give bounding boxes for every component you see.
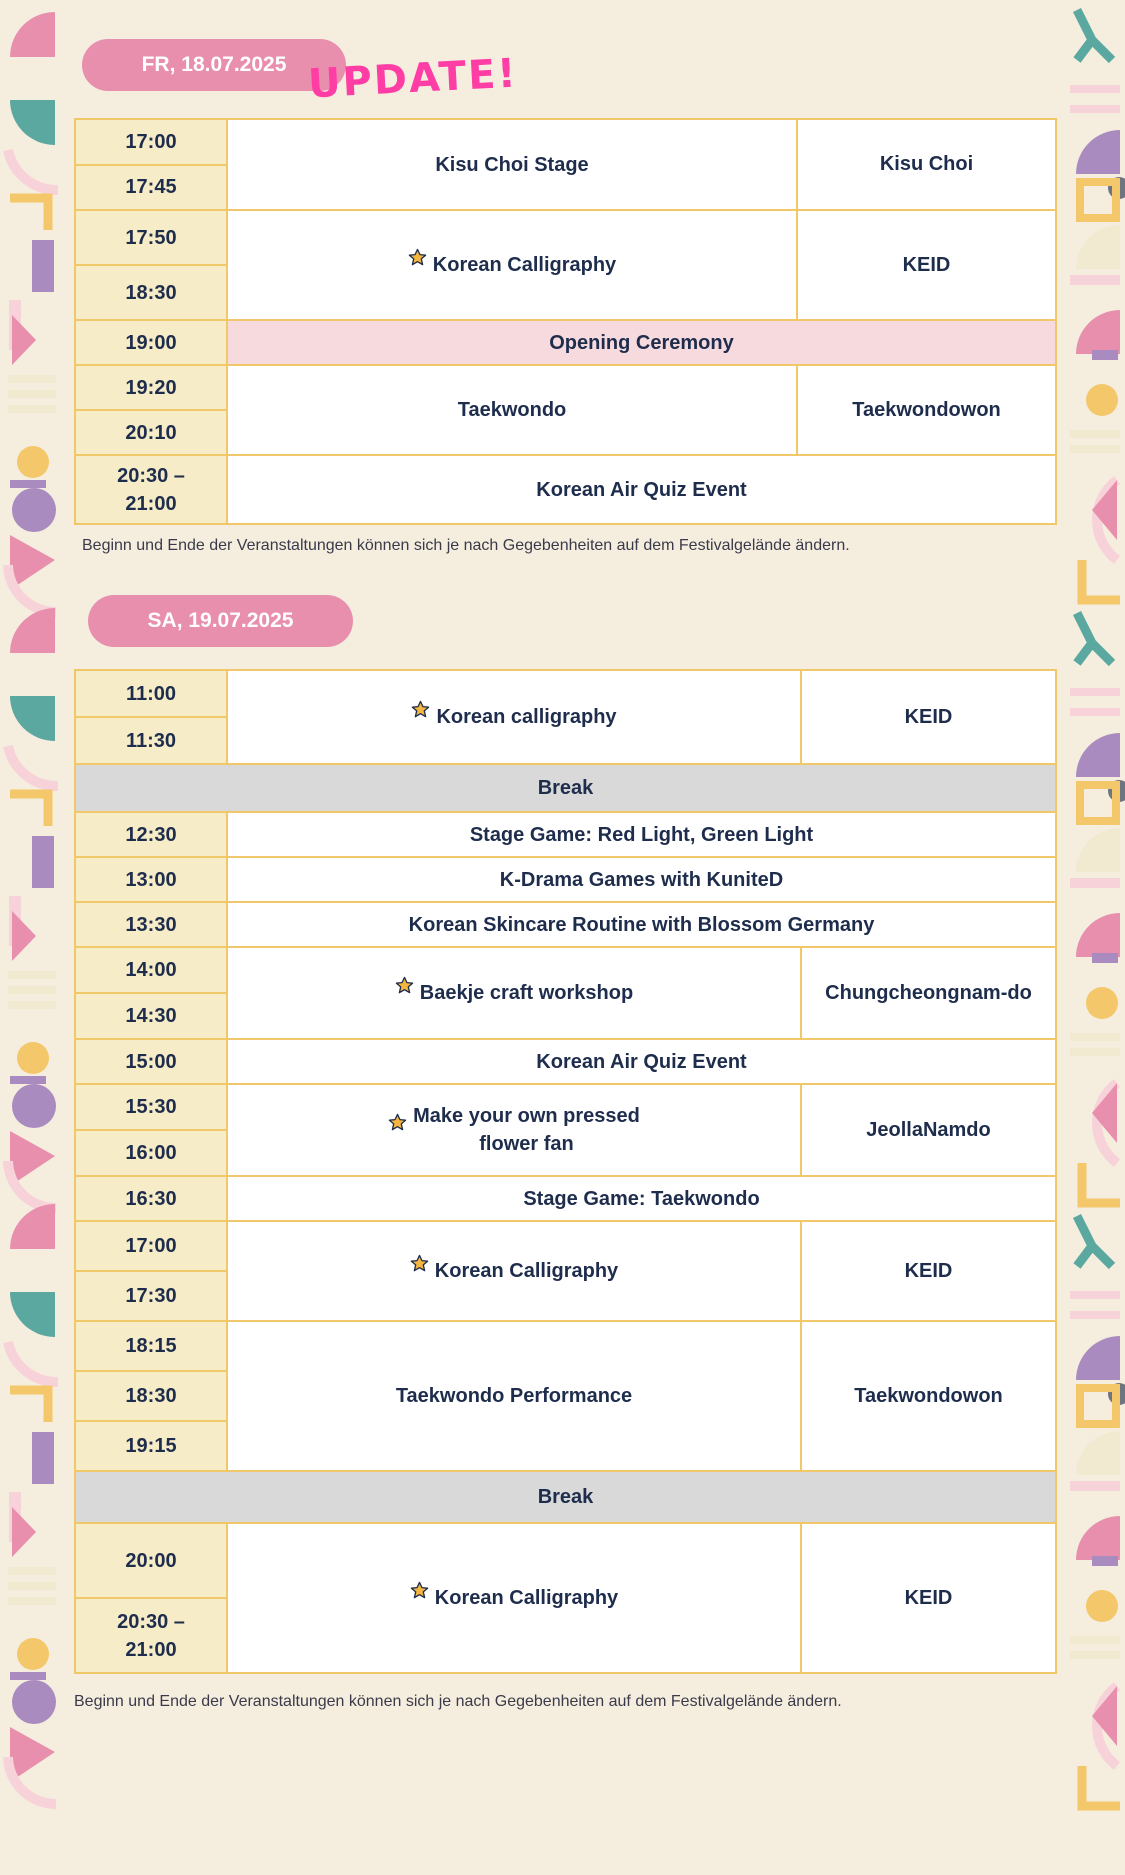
event-name: Opening Ceremony	[549, 331, 734, 354]
organizer-name: KEID	[800, 671, 1055, 763]
time-label: 19:00	[125, 331, 177, 354]
star-icon	[395, 976, 414, 995]
event-name-cell	[228, 456, 1055, 523]
schedule-note: Beginn und Ende der Veranstaltungen können sich je nach Gegebenheiten auf dem Festivalgelände ändern.	[82, 537, 850, 554]
time-column	[76, 1177, 228, 1220]
schedule-row	[76, 856, 1055, 901]
organizer-name: Kisu Choi	[796, 120, 1055, 209]
event-name-cell	[228, 1322, 800, 1470]
time-column	[76, 1524, 228, 1672]
schedule-table-saturday	[74, 669, 1057, 1674]
schedule-row	[76, 1038, 1055, 1083]
event-name: Taekwondo	[457, 399, 567, 421]
time-column	[76, 1085, 228, 1175]
event-name: Kisu Choi Stage	[435, 153, 589, 176]
event-name: Stage Game: Taekwondo	[523, 1187, 760, 1210]
event-name-cell	[228, 948, 800, 1038]
time-column	[76, 456, 228, 523]
time-label: 17:00	[125, 130, 177, 153]
event-name: Korean Calligraphy	[432, 254, 617, 276]
schedule-row	[76, 120, 1055, 209]
time-label: 18:30	[76, 1370, 226, 1420]
time-label: 18:30	[76, 264, 226, 319]
schedule-row	[76, 364, 1055, 454]
time-label: 17:00	[125, 1235, 177, 1257]
time-column	[76, 120, 228, 209]
time-label: 13:30	[125, 913, 177, 936]
time-label: 17:50	[125, 226, 177, 249]
event-name: Baekje craft workshop	[419, 982, 634, 1004]
schedule-row	[76, 901, 1055, 946]
event-name-cell	[228, 671, 800, 763]
time-column	[76, 1040, 228, 1083]
event-name: Korean Air Quiz Event	[536, 478, 747, 501]
schedule-row	[76, 1220, 1055, 1320]
schedule-row	[76, 319, 1055, 364]
organizer-name: KEID	[800, 1222, 1055, 1320]
time-label: 20:30 – 21:00	[117, 464, 185, 515]
time-label: 15:00	[125, 1050, 177, 1073]
schedule-row	[76, 454, 1055, 523]
event-name-cell	[228, 366, 796, 454]
schedule-row	[76, 671, 1055, 763]
schedule-row	[76, 209, 1055, 319]
event-name-cell	[228, 1177, 1055, 1220]
star-icon	[410, 1581, 429, 1600]
time-column	[76, 1322, 228, 1470]
event-name: Korean Calligraphy	[434, 1260, 619, 1282]
time-label: 11:00	[125, 682, 177, 705]
time-column	[76, 1222, 228, 1320]
schedule-table-friday	[74, 118, 1057, 525]
event-name-cell	[228, 211, 796, 319]
organizer-name: KEID	[800, 1524, 1055, 1672]
event-name: Taekwondo Performance	[395, 1385, 633, 1407]
time-column	[76, 366, 228, 454]
event-name: K-Drama Games with KuniteD	[499, 868, 784, 891]
event-name-cell	[228, 813, 1055, 856]
event-name-cell	[228, 120, 796, 209]
time-label: 20:10	[76, 409, 226, 454]
organizer-name: Taekwondowon	[796, 366, 1055, 454]
event-name-cell	[228, 903, 1055, 946]
event-name: Make your own pressed flower fan	[413, 1105, 640, 1155]
schedule-row	[76, 811, 1055, 856]
time-label: 17:30	[76, 1270, 226, 1320]
time-label: 20:00	[125, 1549, 177, 1572]
event-name-cell	[228, 1524, 800, 1672]
day-badge: SA, 19.07.2025	[88, 595, 353, 647]
decorative-right-border	[1062, 0, 1125, 1875]
time-label: 14:30	[76, 992, 226, 1038]
time-label: 20:30 – 21:00	[76, 1597, 226, 1672]
event-name-cell	[228, 321, 1055, 364]
star-icon	[408, 248, 427, 267]
organizer-name: KEID	[796, 211, 1055, 319]
time-column	[76, 211, 228, 319]
time-label: 14:00	[125, 959, 177, 981]
event-name: Korean Air Quiz Event	[536, 1050, 747, 1073]
time-label: 18:15	[125, 1335, 177, 1357]
time-column	[76, 321, 228, 364]
break-row: Break	[76, 1470, 1055, 1522]
schedule-row	[76, 1175, 1055, 1220]
event-name-cell	[228, 858, 1055, 901]
event-name-cell	[228, 1222, 800, 1320]
star-icon	[410, 1254, 429, 1273]
day-badge: FR, 18.07.2025	[82, 39, 346, 91]
star-icon	[411, 700, 430, 719]
schedule-row	[76, 946, 1055, 1038]
time-label: 19:20	[125, 376, 177, 399]
event-name-cell	[228, 1040, 1055, 1083]
time-label: 16:30	[125, 1187, 177, 1210]
event-name: Stage Game: Red Light, Green Light	[469, 823, 814, 846]
update-label: UPDATE!	[306, 50, 519, 108]
organizer-name: Taekwondowon	[800, 1322, 1055, 1470]
time-label: 17:45	[76, 164, 226, 210]
time-label: 16:00	[76, 1129, 226, 1175]
event-name: Korean Calligraphy	[434, 1587, 619, 1609]
organizer-name: JeollaNamdo	[800, 1085, 1055, 1175]
event-name-cell	[228, 1085, 800, 1175]
time-column	[76, 948, 228, 1038]
schedule-row	[76, 1320, 1055, 1470]
event-name: Korean calligraphy	[436, 706, 617, 728]
time-label: 11:30	[76, 716, 226, 763]
time-label: 13:00	[125, 868, 177, 891]
time-label: 19:15	[76, 1420, 226, 1470]
schedule-note: Beginn und Ende der Veranstaltungen können sich je nach Gegebenheiten auf dem Festivalgelände ändern.	[74, 1693, 842, 1710]
schedule-row	[76, 1522, 1055, 1672]
decorative-left-border	[0, 0, 70, 1875]
time-label: 12:30	[125, 823, 177, 846]
break-row: Break	[76, 763, 1055, 811]
time-column	[76, 813, 228, 856]
time-column	[76, 671, 228, 763]
time-column	[76, 903, 228, 946]
time-label: 15:30	[125, 1096, 177, 1118]
event-name: Korean Skincare Routine with Blossom Germany	[408, 913, 875, 936]
time-column	[76, 858, 228, 901]
star-icon	[388, 1113, 407, 1132]
schedule-row	[76, 1083, 1055, 1175]
organizer-name: Chungcheongnam-do	[800, 948, 1055, 1038]
